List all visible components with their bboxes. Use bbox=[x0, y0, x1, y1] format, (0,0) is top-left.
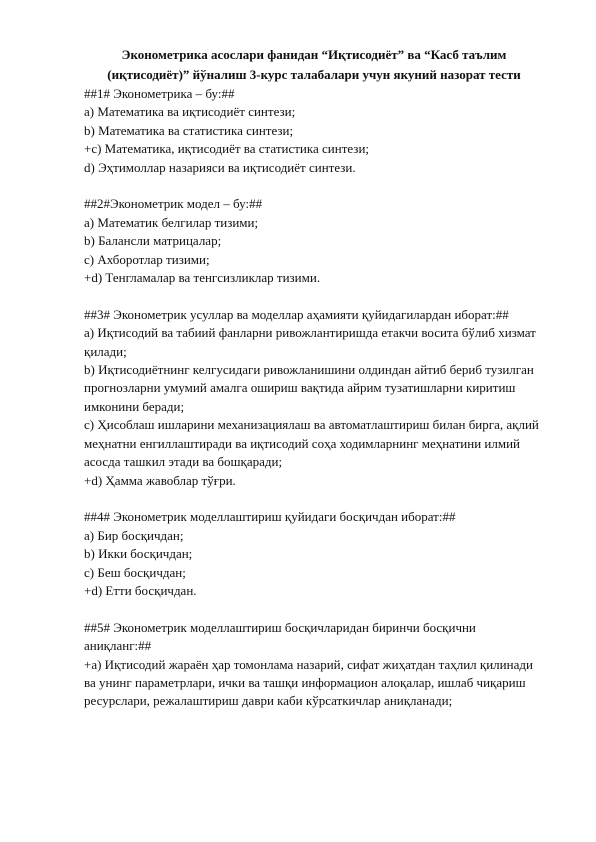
answer-option: a) Бир босқичдан; bbox=[84, 527, 184, 543]
question-4 bbox=[84, 508, 544, 600]
answer-option: c) Ҳисоблаш ишларини механизациялаш ва автоматлаштириш билан бирга, ақлий меҳнатни енгиллаштиради ва иқтисодий соҳа ходимларнинг меҳнатини илмий асосда ташкил этади ва бошқаради; bbox=[84, 417, 539, 470]
question-heading: ##1# Эконометрика – бу:## bbox=[84, 86, 235, 101]
answer-option: b) Иқтисодиётнинг келгусидаги ривожланишини олдиндан айтиб бериб тузилган прогнозларни умумий амалга ошириш вақтида айрим тузатишларни киритиш имконини беради; bbox=[84, 362, 534, 414]
question-heading: ##5# Эконометрик моделлаштириш босқичларидан биринчи босқични аниқланг:## bbox=[84, 619, 476, 654]
answer-option: b) Балансли матрицалар; bbox=[84, 233, 222, 249]
document-page bbox=[84, 45, 544, 711]
question-1 bbox=[84, 85, 544, 177]
spacer bbox=[84, 287, 544, 305]
question-3 bbox=[84, 306, 544, 490]
spacer bbox=[84, 490, 544, 508]
question-heading: ##3# Эконометрик усуллар ва моделлар аҳамияти қуйидагилардан иборат:## bbox=[84, 306, 509, 322]
questions-list bbox=[84, 85, 544, 711]
answer-option: +d) Етти босқичдан. bbox=[84, 582, 197, 598]
title-line-2: (иқтисодиёт)” йўналиш 3-курс талабалари учун якуний назорат тести bbox=[107, 67, 521, 82]
answer-option: b) Икки босқичдан; bbox=[84, 546, 193, 562]
answer-option: c) Беш босқичдан; bbox=[84, 564, 186, 580]
title-line-1: Эконометрика асослари фанидан “Иқтисодиёт” ва “Касб таълим bbox=[121, 47, 507, 62]
question-5 bbox=[84, 619, 544, 711]
answer-option: a) Иқтисодий ва табиий фанларни ривожлантиришда етакчи восита бўлиб хизмат қилади; bbox=[84, 325, 536, 359]
answer-option: a) Математик белгилар тизими; bbox=[84, 214, 259, 230]
answer-option: +c) Математика, иқтисодиёт ва статистика синтези; bbox=[84, 141, 370, 157]
answer-option: +d) Ҳамма жавоблар тўғри. bbox=[84, 472, 236, 488]
answer-option: c) Ахборотлар тизими; bbox=[84, 251, 210, 267]
question-2 bbox=[84, 195, 544, 287]
answer-option: +a) Иқтисодий жараён ҳар томонлама назарий, сифат жиҳатдан таҳлил қилинади ва унинг параметрлари, ички ва ташқи информацион алоқалар, ишлаб чиқариш ресурслари, режалаштириш даври каби кўрсаткичлар аниқланади; bbox=[84, 656, 533, 709]
answer-option: d) Эҳтимоллар назарияси ва иқтисодиёт синтези. bbox=[84, 159, 356, 175]
answer-option: a) Математика ва иқтисодиёт синтези; bbox=[84, 104, 296, 120]
question-heading: ##4# Эконометрик моделлаштириш қуйидаги босқичдан иборат:## bbox=[84, 509, 456, 525]
spacer bbox=[84, 600, 544, 618]
spacer bbox=[84, 177, 544, 195]
answer-option: +d) Тенгламалар ва тенгсизликлар тизими. bbox=[84, 270, 321, 286]
answer-option: b) Математика ва статистика синтези; bbox=[84, 122, 294, 138]
document-title bbox=[84, 45, 544, 85]
question-heading: ##2#Эконометрик модел – бу:## bbox=[84, 196, 263, 212]
